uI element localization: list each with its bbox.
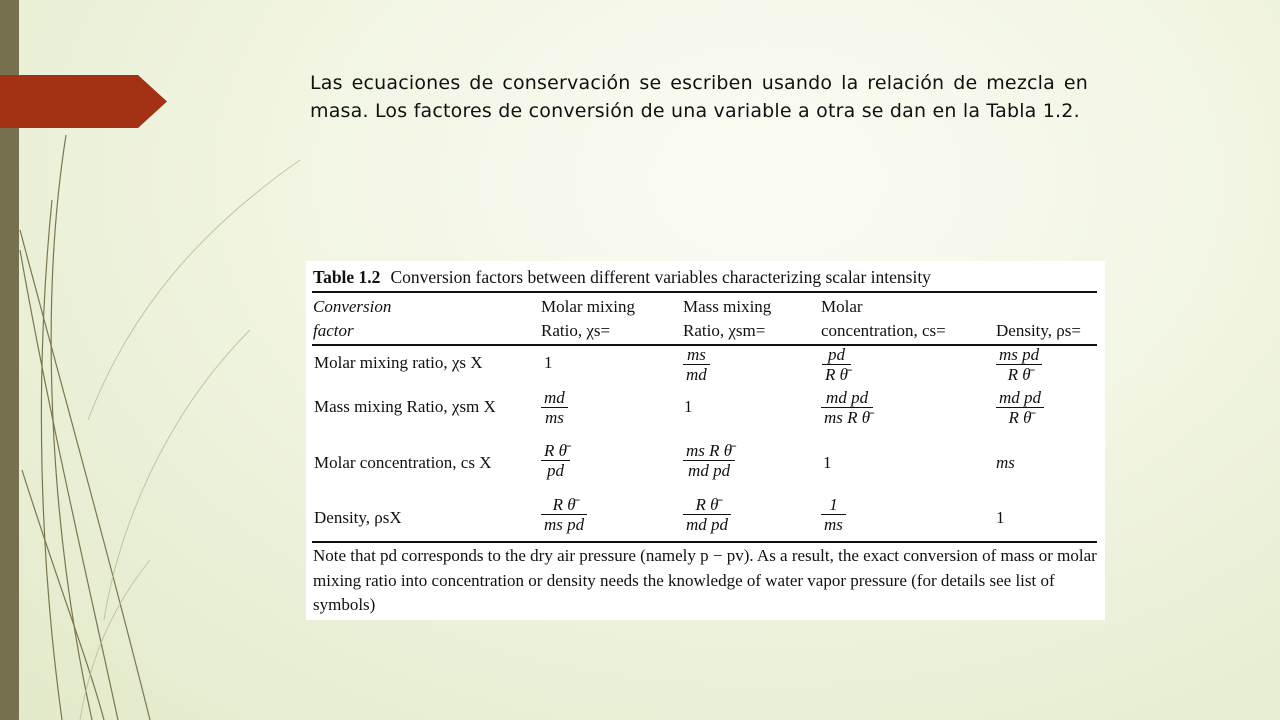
cell-r4-c4: 1 (996, 508, 1005, 527)
table-note: Note that pd corresponds to the dry air pressure (namely p − pv). As a result, the exact conversion of mass or molar mixing ratio into concentration or density needs the knowledge of water vapor pressure (for details see list of symbols) (313, 546, 1097, 614)
top-rule (312, 291, 1097, 293)
cell-r1-c3: $\frac{pd}{\text{R θ̄}}$ (822, 345, 851, 385)
cell-r3-c1: $\frac{\text{R θ̄}}{pd}$ (541, 441, 570, 481)
cell-r3-c4: ms (996, 453, 1015, 472)
conversion-table (306, 261, 1105, 620)
cell-r4-c2: $\frac{\text{R θ̄}}{\text{md pd}}$ (683, 495, 731, 535)
cell-r3-c2: $\frac{\text{ms R θ̄}}{\text{md pd}}$ (683, 441, 735, 481)
row-label-density: Density, ρsX (314, 508, 402, 527)
decorative-lines (0, 0, 320, 720)
header-conversion-factor: Conversion factor (313, 297, 392, 340)
cell-r2-c4: $\frac{\text{md pd}}{\text{R θ̄}}$ (996, 388, 1044, 428)
table-title (313, 267, 931, 288)
cell-r2-c1: $\frac{md}{ms}$ (541, 388, 568, 428)
header-molar-concentration: Molar concentration, cs= (821, 297, 946, 340)
table-caption: Conversion factors between different variables characterizing scalar intensity (390, 267, 931, 287)
cell-r1-c4: $\frac{\text{ms pd}}{\text{R θ̄}}$ (996, 345, 1042, 385)
bottom-rule (312, 541, 1097, 543)
intro-paragraph: Las ecuaciones de conservación se escriben usando la relación de mezcla en masa. Los factores de conversión de una variable a otra se dan en la Tabla 1.2. (310, 72, 1088, 122)
cell-r4-c1: $\frac{\text{R θ̄}}{\text{ms pd}}$ (541, 495, 587, 535)
cell-r2-c2: 1 (684, 397, 693, 416)
header-molar-mixing: Molar mixing Ratio, χs= (541, 297, 635, 340)
row-label-molar-mixing: Molar mixing ratio, χs X (314, 353, 483, 372)
header-density: Density, ρs= (996, 321, 1081, 340)
cell-r4-c3: $\frac{1}{ms}$ (821, 495, 846, 535)
row-label-molar-concentration: Molar concentration, cs X (314, 453, 492, 472)
table-label: Table 1.2 (313, 267, 381, 287)
row-label-mass-mixing: Mass mixing Ratio, χsm X (314, 397, 496, 416)
cell-r2-c3: $\frac{\text{md pd}}{\text{ms R θ̄}}$ (821, 388, 873, 428)
cell-r1-c2: $\frac{ms}{md}$ (683, 345, 710, 385)
cell-r3-c3: 1 (823, 453, 832, 472)
header-mass-mixing: Mass mixing Ratio, χsm= (683, 297, 772, 340)
cell-r1-c1: 1 (544, 353, 553, 372)
